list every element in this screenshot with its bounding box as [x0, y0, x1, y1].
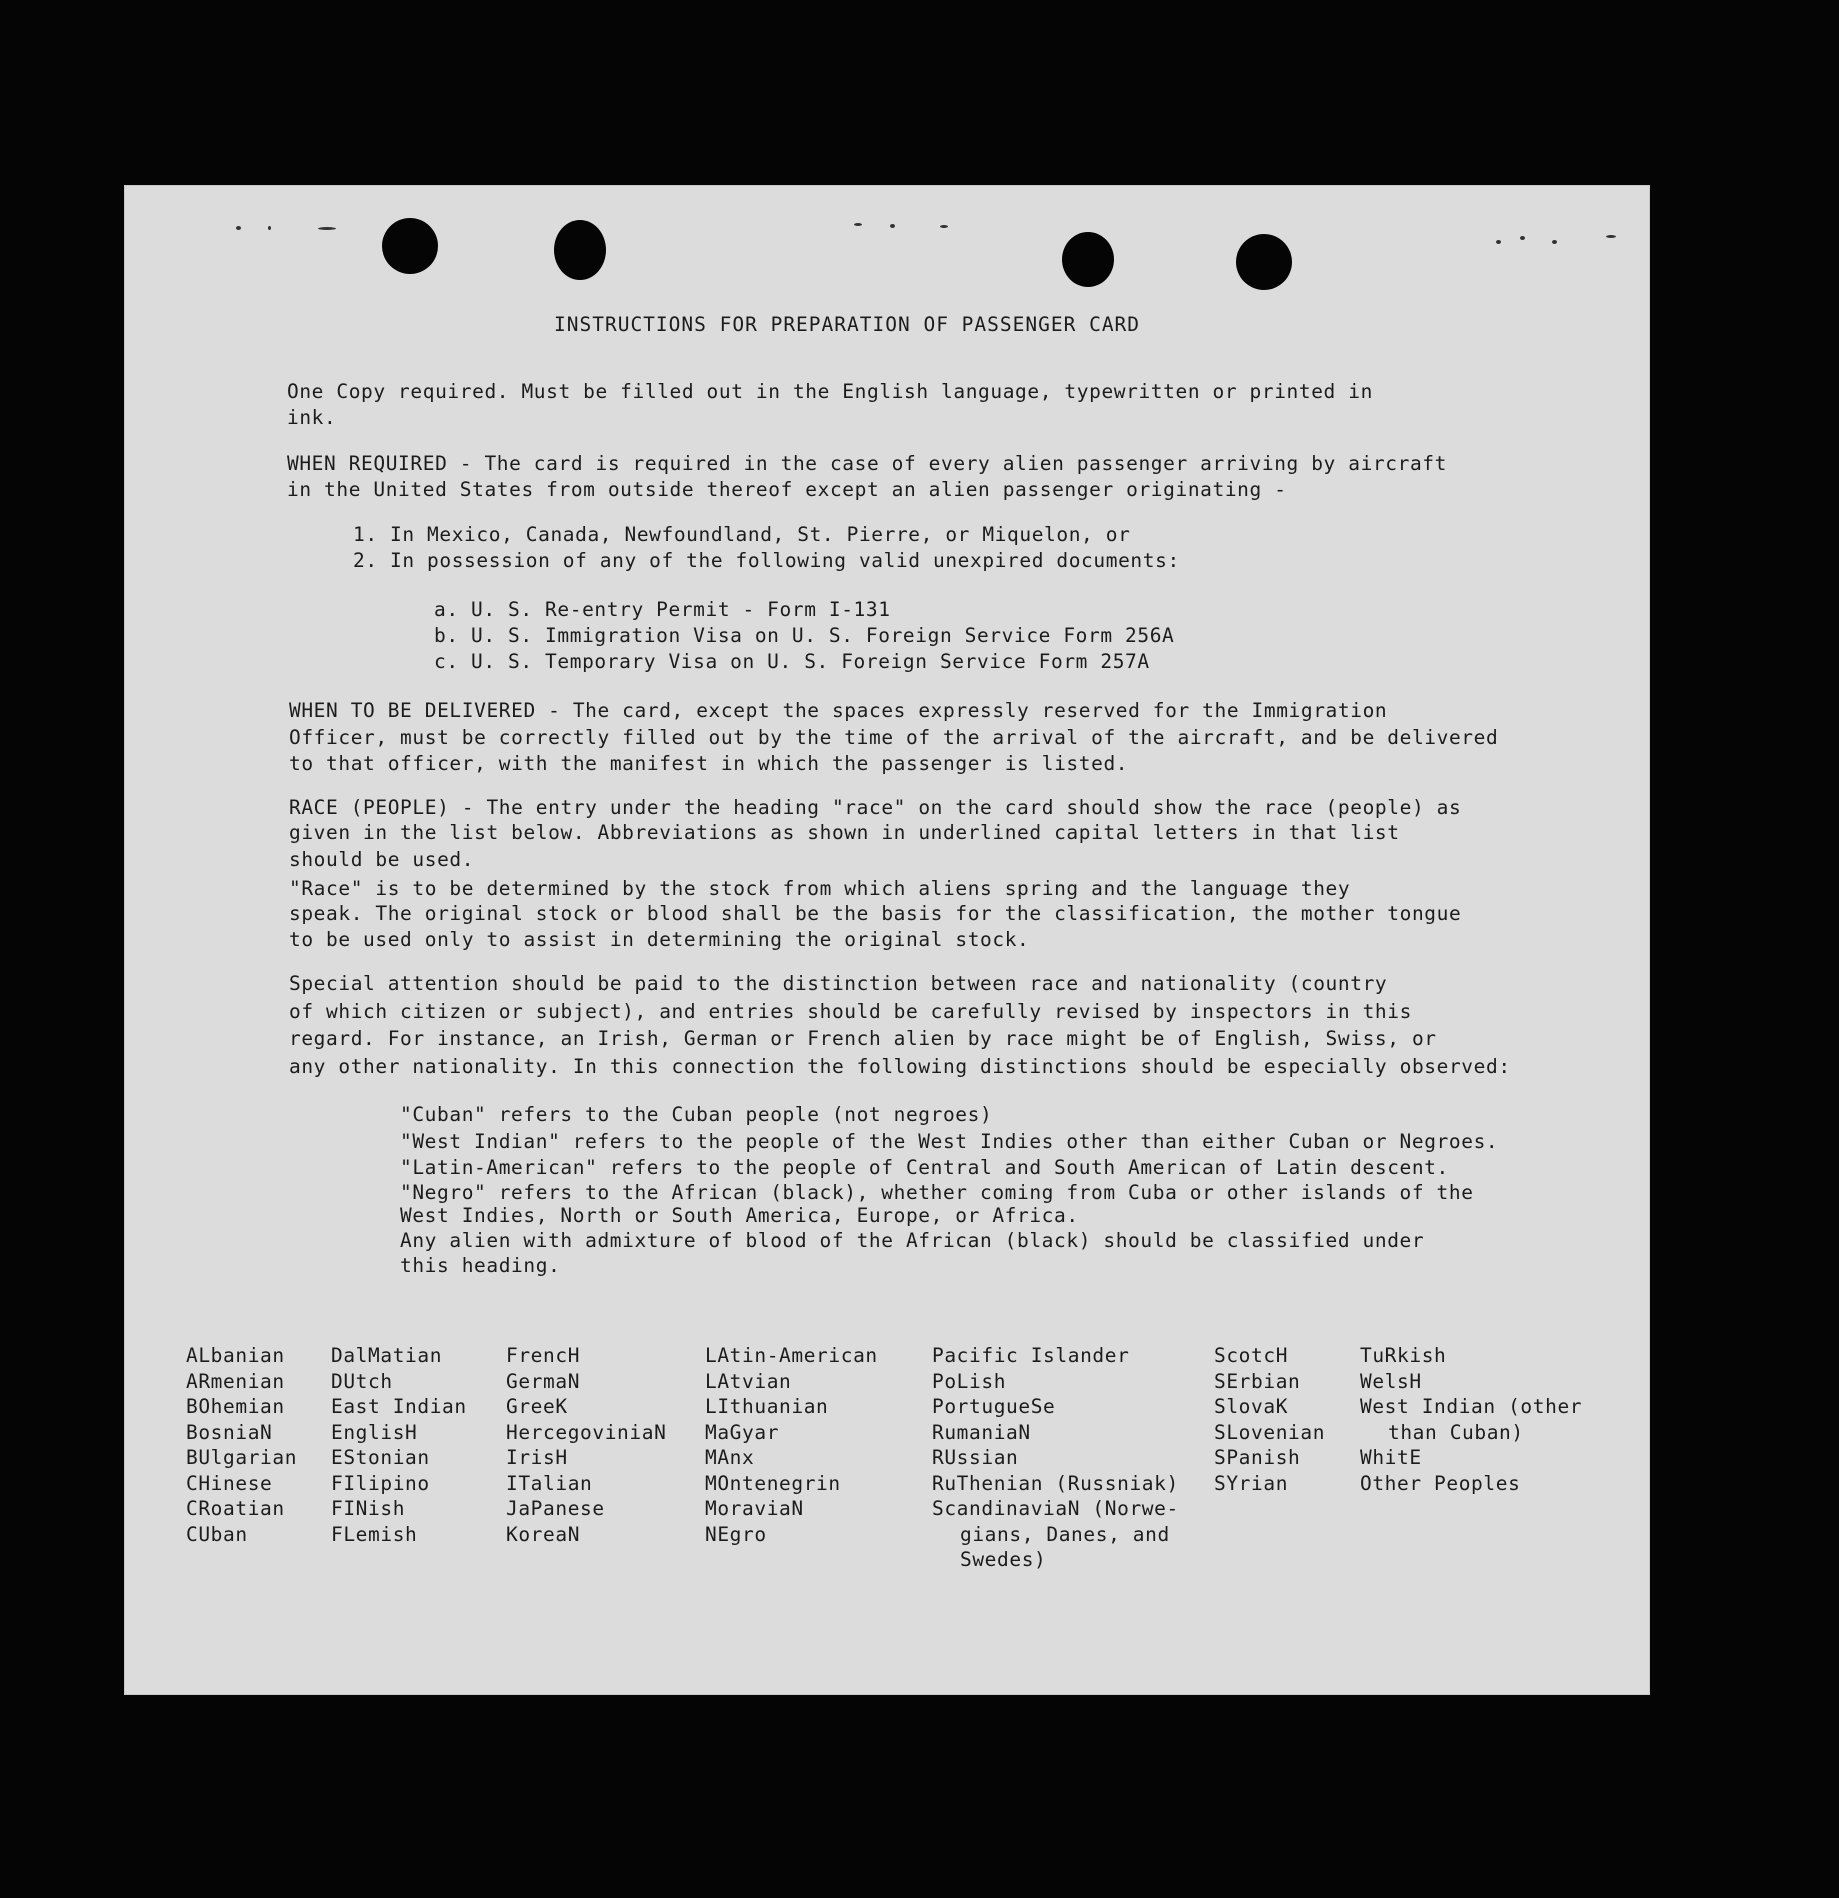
race-entry: FIlipino [331, 1471, 430, 1495]
race-entry: CUban [186, 1522, 248, 1546]
race-entry: IrisH [506, 1446, 568, 1469]
list-item: Any alien with admixture of blood of the African (black) should be classified under [400, 1229, 1425, 1252]
race-entry: MAnx [705, 1446, 755, 1469]
list-item: "Latin-American" refers to the people of Central and South American of Latin descent. [400, 1156, 1449, 1179]
race-entry: BUlgarian [186, 1446, 298, 1469]
race-entry: ARmenian [186, 1369, 285, 1393]
text-line: One Copy required. Must be filled out in the English language, typewritten or printed in [287, 380, 1373, 403]
ink-speck [940, 225, 948, 228]
race-entry: EStonian [331, 1446, 430, 1469]
list-item: b. U. S. Immigration Visa on U. S. Foreign Service Form 256A [434, 624, 1175, 647]
punch-hole [1236, 234, 1292, 290]
list-item: 2. In possession of any of the following valid unexpired documents: [353, 549, 1180, 572]
text-line: regard. For instance, an Irish, German or French alien by race might be of English, Swiss, or [289, 1027, 1437, 1050]
race-entry: ScotcH [1214, 1344, 1289, 1367]
race-entry: CHinese [186, 1471, 273, 1495]
list-item: a. U. S. Re-entry Permit - Form I-131 [434, 598, 891, 621]
text-line: given in the list below. Abbreviations as shown in underlined capital letters in that list [289, 821, 1400, 844]
race-entry: WelsH [1360, 1369, 1422, 1393]
ink-speck [1496, 240, 1501, 244]
text-line: "Race" is to be determined by the stock from which aliens spring and the language they [289, 877, 1351, 900]
ink-speck [268, 226, 271, 230]
punch-hole [382, 218, 438, 274]
race-entry: MaGyar [705, 1420, 780, 1444]
race-entry: WhitE [1360, 1446, 1422, 1469]
list-item: West Indies, North or South America, Europe, or Africa. [400, 1204, 1079, 1227]
race-entry: ALbanian [186, 1344, 285, 1367]
race-entry: FrencH [506, 1344, 581, 1367]
race-entry: EnglisH [331, 1420, 418, 1444]
list-item: "Negro" refers to the African (black), whether coming from Cuba or other islands of the [400, 1181, 1474, 1204]
ink-speck [890, 224, 895, 228]
page-title: INSTRUCTIONS FOR PREPARATION OF PASSENGER CARD [554, 313, 1141, 336]
race-entry: MOntenegrin [705, 1471, 841, 1495]
race-entry: DUtch [331, 1369, 393, 1393]
race-entry: RUssian [932, 1446, 1019, 1469]
race-column [506, 1343, 666, 1547]
race-entry: LAtvian [705, 1369, 792, 1393]
text-line: to that officer, with the manifest in which the passenger is listed. [289, 752, 1129, 775]
race-entry: MoraviaN [705, 1497, 804, 1520]
race-entry: JaPanese [506, 1497, 605, 1520]
race-entry: GreeK [506, 1395, 568, 1418]
punch-hole [554, 220, 606, 280]
document-sheet [124, 185, 1650, 1695]
race-entry: DalMatian [331, 1344, 443, 1367]
text-line: any other nationality. In this connection the following distinctions should be especially observed: [289, 1055, 1511, 1078]
race-entry: SLovenian [1214, 1420, 1326, 1444]
race-column [705, 1343, 878, 1547]
race-column [1214, 1343, 1325, 1496]
race-column [331, 1343, 467, 1547]
ink-speck [318, 227, 336, 230]
race-entry: RuThenian (Russniak) [932, 1471, 1179, 1495]
text-line: in the United States from outside thereof except an alien passenger originating - [287, 478, 1287, 501]
text-line: WHEN TO BE DELIVERED - The card, except the spaces expressly reserved for the Immigration [289, 699, 1388, 722]
text-line: speak. The original stock or blood shall be the basis for the classification, the mother tongue [289, 902, 1462, 925]
list-item: c. U. S. Temporary Visa on U. S. Foreign Service Form 257A [434, 650, 1150, 673]
race-column [1360, 1343, 1582, 1496]
race-entry: West Indian (other [1360, 1395, 1583, 1418]
ink-speck [854, 223, 862, 226]
race-entry: BOhemian [186, 1395, 285, 1418]
text-line: WHEN REQUIRED - The card is required in the case of every alien passenger arriving by aircraft [287, 452, 1447, 475]
text-line: should be used. [289, 848, 475, 871]
list-item: "West Indian" refers to the people of the West Indies other than either Cuban or Negroes. [400, 1130, 1499, 1153]
ink-speck [1606, 235, 1616, 238]
race-entry: SlovaK [1214, 1395, 1289, 1418]
race-entry: SYrian [1214, 1471, 1289, 1495]
race-entry: LAtin-American [705, 1344, 878, 1367]
text-line: Officer, must be correctly filled out by the time of the arrival of the aircraft, and be delivered [289, 726, 1499, 749]
race-entry: ITalian [506, 1471, 593, 1495]
ink-speck [1552, 240, 1557, 244]
race-entry: PoLish [932, 1369, 1007, 1393]
race-entry: LIthuanian [705, 1395, 829, 1418]
race-entry: Swedes) [960, 1548, 1047, 1571]
race-entry: RumaniaN [932, 1420, 1031, 1444]
race-entry: PortugueSe [932, 1395, 1056, 1418]
list-item: "Cuban" refers to the Cuban people (not negroes) [400, 1103, 993, 1126]
race-entry: East Indian [331, 1395, 467, 1418]
race-entry: SPanish [1214, 1446, 1301, 1469]
ink-speck [1520, 236, 1525, 240]
race-entry: TuRkish [1360, 1344, 1447, 1367]
race-entry: FLemish [331, 1522, 418, 1546]
text-line: ink. [287, 406, 337, 429]
list-item: this heading. [400, 1254, 561, 1277]
race-entry: SErbian [1214, 1369, 1301, 1393]
punch-hole [1062, 232, 1114, 287]
race-entry: ScandinaviaN (Norwe- [932, 1497, 1179, 1520]
race-entry: than Cuban) [1388, 1420, 1524, 1444]
text-line: RACE (PEOPLE) - The entry under the heading "race" on the card should show the race (people) as [289, 796, 1462, 819]
race-entry: CRoatian [186, 1497, 285, 1520]
race-entry: KoreaN [506, 1522, 581, 1546]
ink-speck [236, 226, 241, 230]
text-line: Special attention should be paid to the distinction between race and nationality (country [289, 972, 1388, 995]
race-entry: NEgro [705, 1522, 767, 1546]
race-entry: GermaN [506, 1369, 581, 1393]
text-line: to be used only to assist in determining the original stock. [289, 928, 1030, 951]
race-entry: HercegoviniaN [506, 1420, 667, 1444]
list-item: 1. In Mexico, Canada, Newfoundland, St. Pierre, or Miquelon, or [353, 523, 1131, 546]
race-entry: gians, Danes, and [960, 1522, 1170, 1546]
race-column [186, 1343, 297, 1547]
text-line: of which citizen or subject), and entries should be carefully revised by inspectors in this [289, 1000, 1412, 1023]
race-entry: FINish [331, 1497, 406, 1520]
race-entry: BosniaN [186, 1420, 273, 1444]
race-entry: Pacific Islander [932, 1344, 1130, 1367]
race-column [932, 1343, 1179, 1573]
race-entry: Other Peoples [1360, 1471, 1521, 1495]
